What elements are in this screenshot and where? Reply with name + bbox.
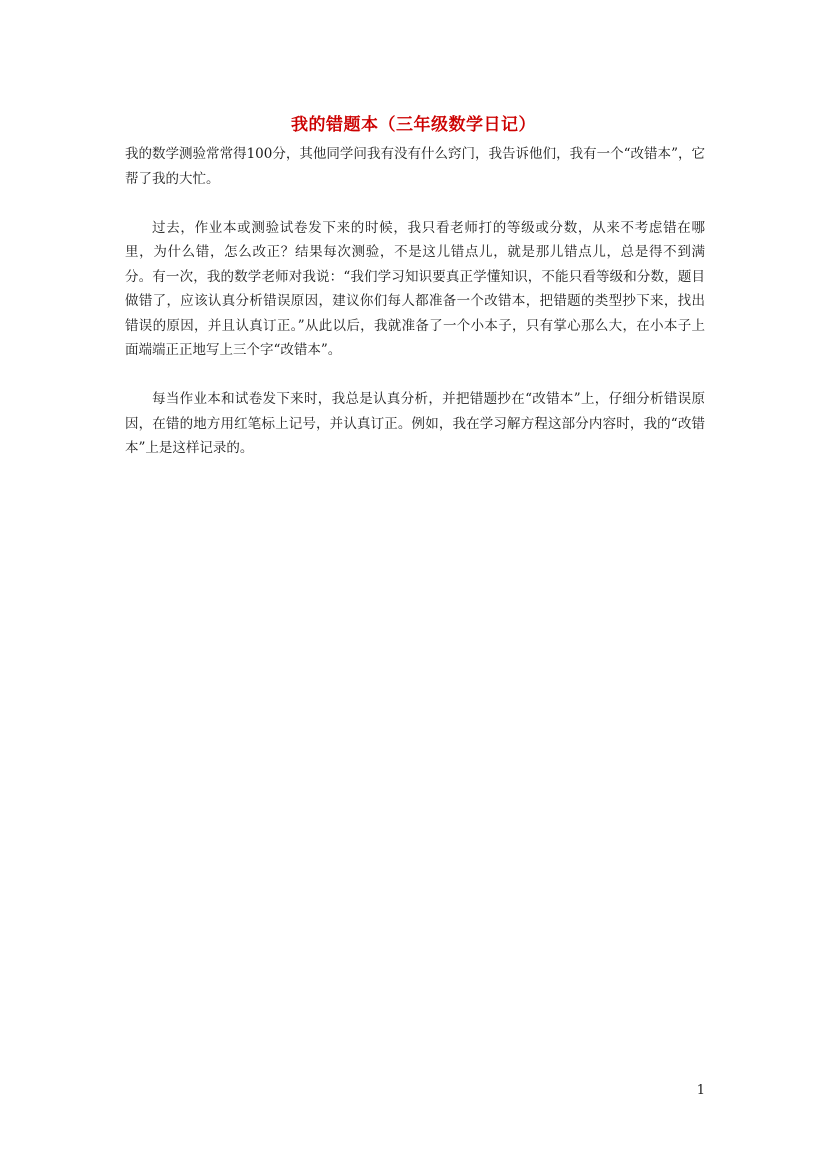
paragraph-1: 我的数学测验常常得100分，其他同学问我有没有什么窍门，我告诉他们，我有一个“改错本”，它帮了我的大忙。 xyxy=(125,146,705,187)
paragraph-2: 过去，作业本或测验试卷发下来的时候，我只看老师打的等级或分数，从来不考虑错在哪里，为什么错，怎么改正？结果每次测验，不是这儿错点儿，就是那儿错点儿，总是得不到满分。有一次，我的数学老师对我说：“我们学习知识要真正学懂知识，不能只看等级和分数，题目做错了，应该认真分析错误原因，建议你们每人都准备一个改错本，把错题的类型抄下来，找出错误的原因，并且认真订正。”从此以后，我就准备了一个小本子，只有掌心那么大，在小本子上面端端正正地写上三个字“改错本”。 xyxy=(125,219,705,358)
page-number: 1 xyxy=(696,1083,705,1098)
paragraph-3: 每当作业本和试卷发下来时，我总是认真分析，并把错题抄在“改错本”上，仔细分析错误原因，在错的地方用红笔标上记号，并认真订正。例如，我在学习解方程这部分内容时，我的“改错本”上是这样记录的。 xyxy=(125,391,705,456)
document-body xyxy=(125,142,705,461)
document-title: 我的错题本（三年级数学日记） xyxy=(291,115,536,135)
